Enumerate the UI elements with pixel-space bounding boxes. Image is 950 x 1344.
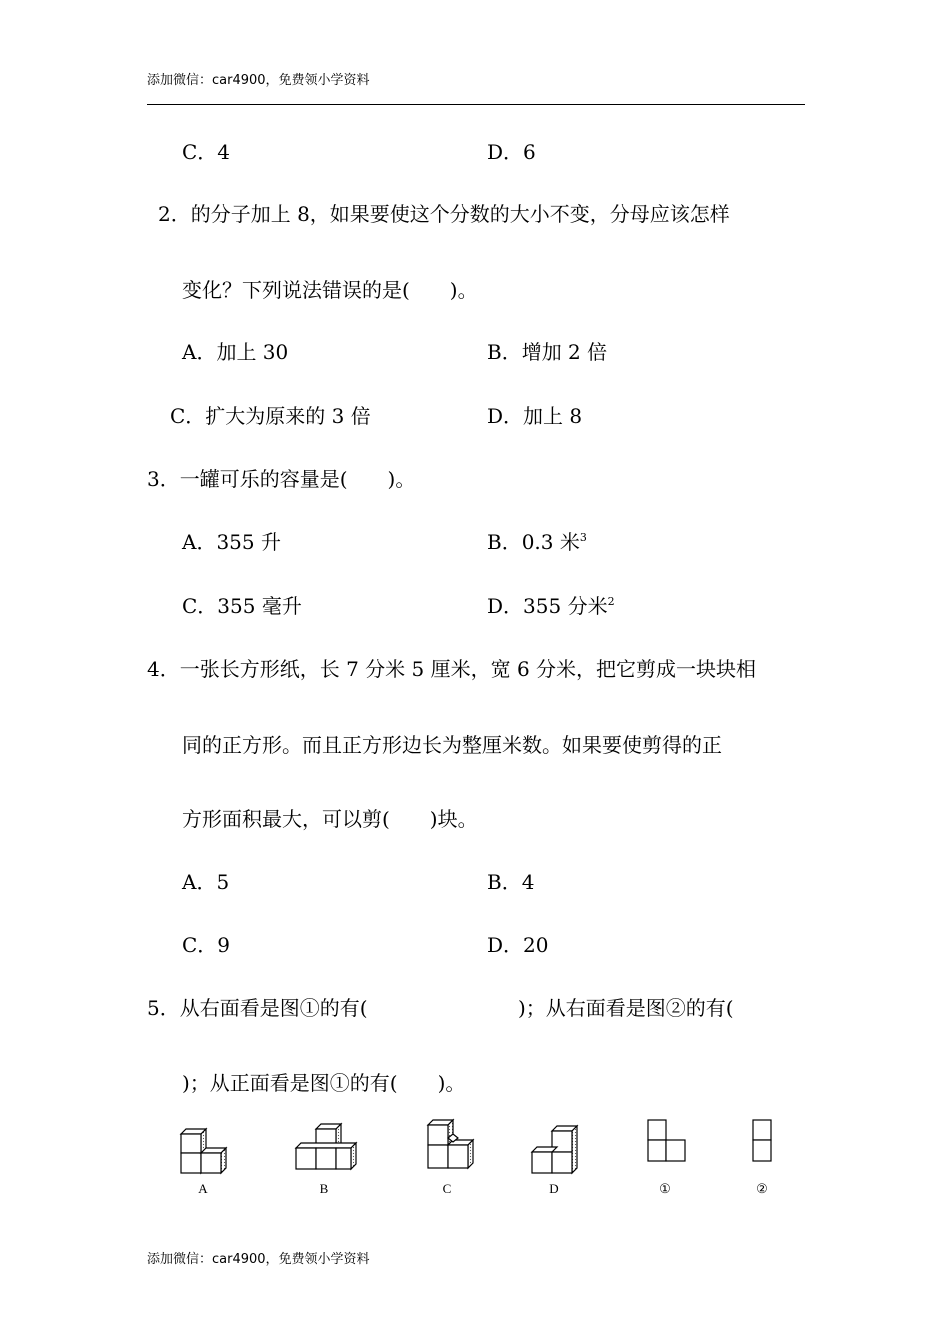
q3-option-a: A．355 升	[182, 530, 281, 554]
q3-option-d-exponent: 2	[607, 595, 615, 608]
q3-option-b-exponent: 3	[579, 531, 587, 544]
q3-line1: 3．一罐可乐的容量是( )。	[147, 467, 416, 491]
figure-view-1	[648, 1120, 685, 1161]
figure-b	[296, 1124, 356, 1169]
q5-line1a: 5．从右面看是图①的有(	[147, 996, 368, 1020]
q4-line1: 4．一张长方形纸，长 7 分米 5 厘米，宽 6 分米，把它剪成一块块相	[147, 657, 757, 681]
figure-d	[532, 1126, 577, 1173]
q5-line1b: )；从右面看是图②的有(	[518, 996, 734, 1020]
q4-line3: 方形面积最大，可以剪( )块。	[182, 807, 478, 831]
q4-option-d: D．20	[487, 933, 549, 957]
figure-label-view-1: ①	[659, 1181, 671, 1196]
q4-option-a: A．5	[182, 870, 230, 894]
q5-line2: )；从正面看是图①的有( )。	[182, 1071, 466, 1095]
q4-option-b: B．4	[487, 870, 535, 894]
q2-option-c: C．扩大为原来的 3 倍	[170, 404, 371, 428]
q2-option-d: D．加上 8	[487, 404, 583, 428]
q2-line2: 变化？下列说法错误的是( )。	[182, 278, 478, 302]
q2-line1: 2．的分子加上 8，如果要使这个分数的大小不变，分母应该怎样	[158, 202, 730, 226]
q4-line2: 同的正方形。而且正方形边长为整厘米数。如果要使剪得的正	[182, 733, 722, 757]
figure-c	[428, 1120, 473, 1168]
figure-label-c: C	[442, 1181, 452, 1196]
figure-view-2	[753, 1120, 771, 1161]
header-rule	[147, 104, 805, 105]
figure-label-b: B	[319, 1181, 329, 1196]
footer-watermark: 添加微信：car4900，免费领小学资料	[147, 1252, 370, 1267]
q1-option-c: C．4	[182, 140, 231, 164]
q1-option-d: D．6	[487, 140, 536, 164]
q4-option-c: C．9	[182, 933, 231, 957]
q5-figures	[160, 1110, 800, 1210]
header-watermark: 添加微信：car4900，免费领小学资料	[147, 73, 370, 88]
q3-option-b: B．0.3 米$^3$	[487, 530, 587, 554]
q2-option-a: A．加上 30	[182, 340, 289, 364]
q3-option-d: D．355 分米$^2$	[487, 594, 615, 618]
q2-option-b: B．增加 2 倍	[487, 340, 608, 364]
q3-option-c: C．355 毫升	[182, 594, 302, 618]
figure-a	[181, 1129, 226, 1173]
figure-label-a: A	[198, 1181, 208, 1196]
figure-label-view-2: ②	[756, 1181, 768, 1196]
figure-label-d: D	[549, 1181, 559, 1196]
